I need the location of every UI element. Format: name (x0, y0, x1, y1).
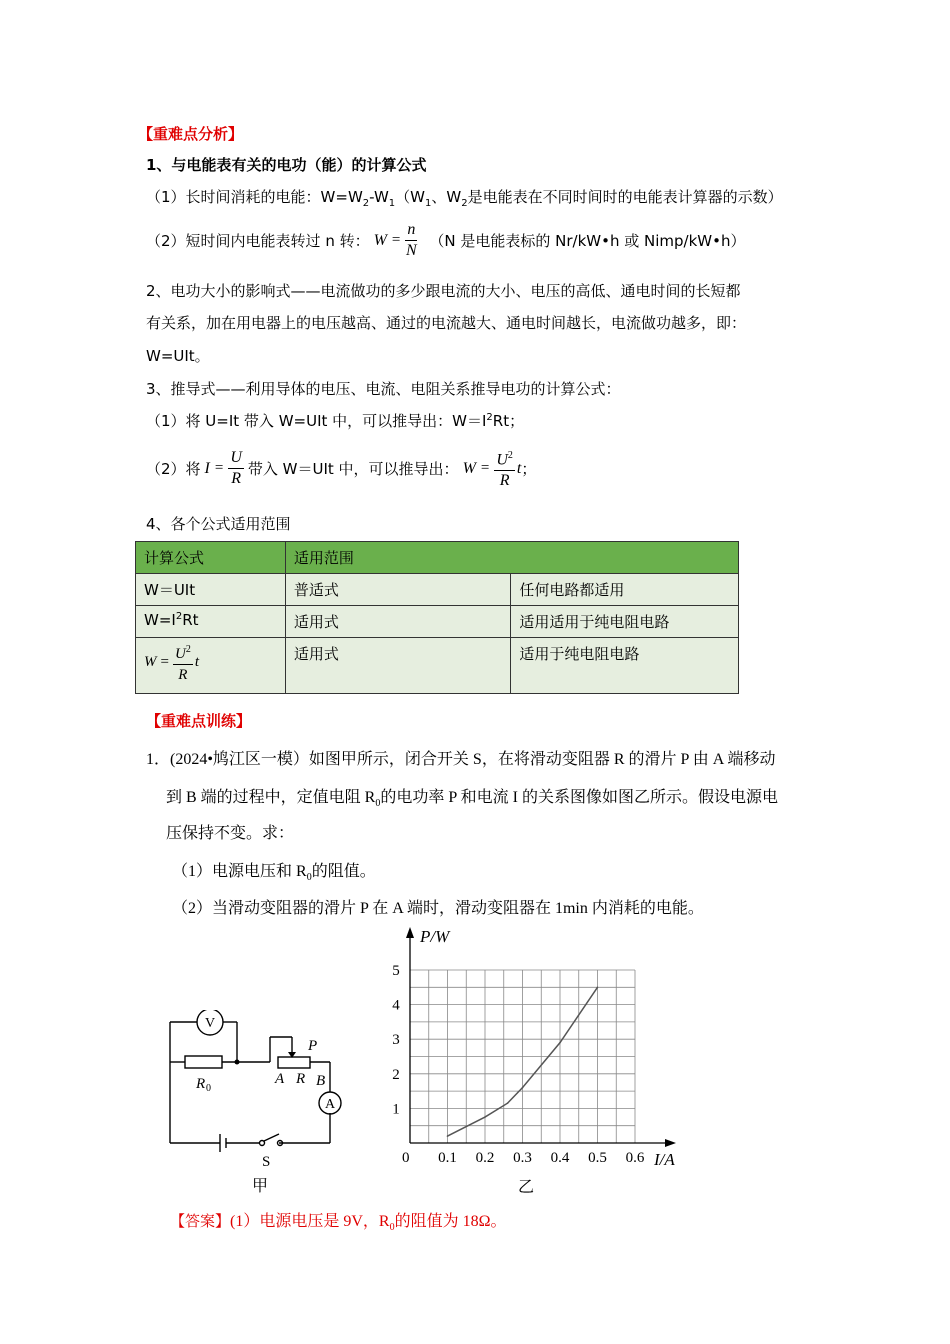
fraction-U-over-R: $\frac{U}{R}$ (230, 449, 242, 488)
table-row (136, 606, 739, 638)
x-tick-label: 0.4 (550, 1150, 570, 1166)
data-point (484, 1116, 486, 1118)
table-cell: W = $\frac{U^2}{R}$ t (136, 638, 286, 694)
section-1-title: 1、与电能表有关的电功（能）的计算公式 (146, 156, 427, 174)
y-tick-label: 2 (392, 1066, 400, 1083)
section-2-line-3: W=UIt。 (146, 347, 210, 365)
section-2-line-1: 2、电功大小的影响式——电流做功的多少跟电流的大小、电压的高低、通电时间的长短都 (146, 282, 741, 300)
section-3-item-2: （2）将 I = $\frac{U}{R}$ 带入 W＝UIt 中，可以推导出： W = $\frac{U^2}{R}$ t ； (146, 446, 536, 491)
origin-label: 0 (402, 1150, 410, 1166)
answer-line: 【答案】(1）电源电压是 9V，$R_0$的阻值为 18Ω。 (170, 1212, 507, 1234)
data-point (522, 1087, 524, 1089)
question-1-line-3: 压保持不变。求： (166, 825, 295, 842)
question-1-sub-1: （1）电源电压和 $R_0$的阻值。 (172, 863, 376, 884)
section-1-item-2: （2）短时间内电能表转过 n 转： W = $\frac{n}{N}$ （N 是电能表标的 Nr/kW•h 或 Nimp/kW•h） (146, 221, 746, 259)
training-heading: 【重难点训练】 (146, 712, 252, 730)
y-axis-arrow-icon (406, 927, 414, 938)
table-cell: 适用适用于纯电阻电路 (511, 606, 739, 638)
data-point (507, 1102, 509, 1104)
table-cell: 适用式 (285, 606, 511, 638)
terminal-a-label: A (275, 1071, 285, 1087)
x-axis-arrow-icon (665, 1139, 676, 1147)
formula-table (135, 541, 739, 694)
circuit-diagram (160, 1010, 360, 1200)
fraction-U2-over-R: $\frac{U^2}{R}$ (494, 446, 515, 491)
y-tick-label: 1 (392, 1101, 400, 1118)
table-cell: 适用于纯电阻电路 (511, 638, 739, 694)
x-tick-label: 0.1 (438, 1150, 457, 1166)
data-point (559, 1042, 561, 1044)
fraction-n-over-N: $\frac{n}{N}$ (406, 221, 417, 259)
table-cell: 适用式 (285, 638, 511, 694)
question-1-line-1: 1．(2024•鸠江区一模）如图甲所示，闭合开关 S，在将滑动变阻器 R 的滑片 P 由 A 端移动 (146, 751, 776, 768)
circuit-caption: 甲 (252, 1178, 269, 1195)
question-1-line-2: 到 B 端的过程中，定值电阻 $R_0$的电功率 P 和电流 I 的关系图像如图乙所示。假设电源电 (166, 789, 778, 810)
answer-tag: 【答案】 (170, 1212, 231, 1230)
table-row (136, 574, 739, 606)
chart-caption: 乙 (518, 1179, 535, 1196)
x-tick-label: 0.3 (513, 1150, 532, 1166)
section-3-title: 3、推导式——利用导体的电压、电流、电阻关系推导电功的计算公式： (146, 380, 621, 398)
terminal-b-label: B (316, 1073, 326, 1089)
section-3-item-1: （1）将 U=It 带入 W=UIt 中，可以推导出：$W=I^2Rt$； (146, 412, 525, 430)
x-tick-label: 0.5 (588, 1150, 607, 1166)
y-tick-label: 5 (392, 963, 400, 979)
section-1-item-1: （1）长时间消耗的电能：$W=W_2-W_1(W_1$、$W_2$是电能表在不同时间时的电能表计算器的示数） (146, 188, 783, 209)
voltmeter-label: V (204, 1016, 216, 1031)
table-cell: $W=I^2Rt$ (136, 606, 286, 638)
data-point (447, 1135, 449, 1137)
table-header-cell: 计算公式 (136, 542, 286, 574)
table-row (136, 638, 739, 694)
question-1-sub-2: （2）当滑动变阻器的滑片 P 在 A 端时，滑动变阻器在 1min 内消耗的电能。 (172, 900, 704, 917)
table-header-cell: 适用范围 (285, 542, 738, 574)
power-current-chart (370, 920, 700, 1200)
section-2-line-2: 有关系，加在用电器上的电压越高、通过的电流越大、通电时间越长，电流做功越多，即： (146, 314, 747, 332)
table-header-row (136, 542, 739, 574)
y-tick-label: 3 (392, 1032, 400, 1049)
x-tick-label: 0.2 (475, 1150, 495, 1166)
rheostat-r-label: R (296, 1071, 306, 1087)
section-4-title: 4、各个公式适用范围 (146, 515, 291, 533)
x-axis-label: I/A (654, 1150, 675, 1169)
slider-p-label: P (308, 1038, 318, 1054)
x-tick-label: 0.6 (625, 1150, 645, 1166)
table-cell: 普适式 (285, 574, 511, 606)
table-cell: W＝UIt (136, 574, 286, 606)
switch-s-label: S (262, 1154, 271, 1170)
data-point (597, 987, 599, 989)
table-cell: 任何电路都适用 (511, 574, 739, 606)
analysis-heading: 【重难点分析】 (138, 125, 244, 143)
y-axis-label: P/W (420, 927, 450, 946)
ammeter-label: A (324, 1097, 336, 1112)
y-tick-label: 4 (392, 997, 400, 1014)
resistor-r0-label: R (196, 1076, 206, 1092)
resistor-r0-subscript: 0 (206, 1083, 211, 1094)
